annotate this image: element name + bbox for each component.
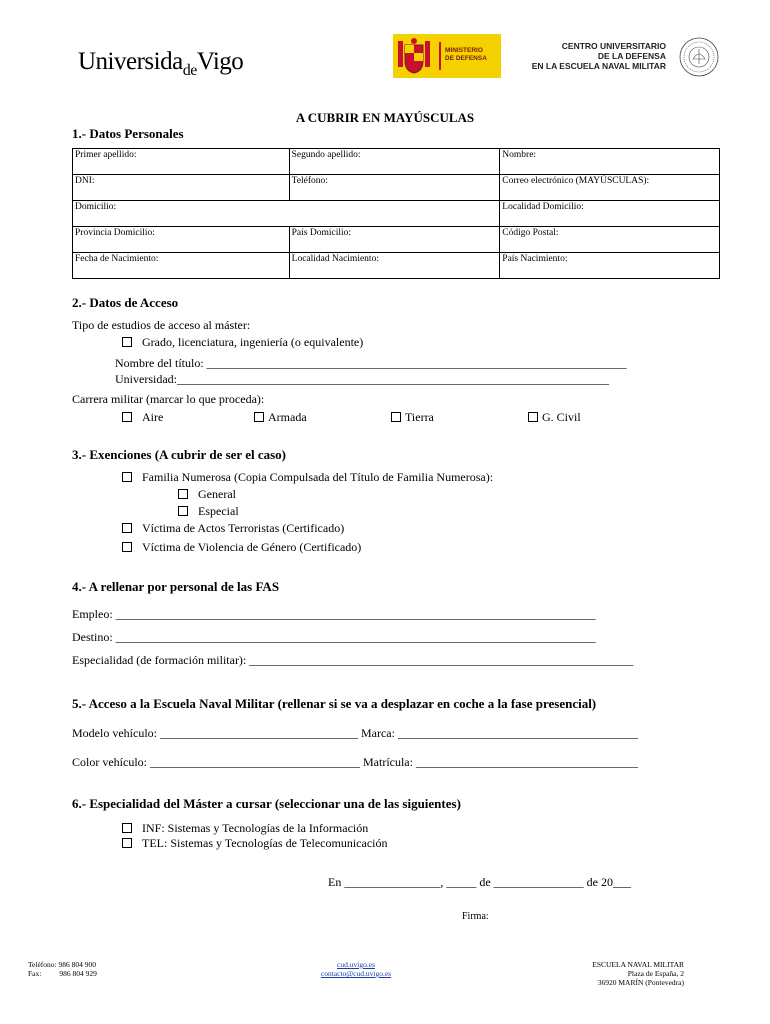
option-tel[interactable] (122, 836, 387, 851)
footer-address (592, 960, 684, 987)
checkbox-grado[interactable] (122, 337, 132, 347)
table-row (73, 201, 720, 227)
table-row (73, 149, 720, 175)
carrera-militar-label: Carrera militar (marcar lo que proceda): (72, 392, 265, 406)
ministerio-text (445, 47, 487, 63)
color-matricula-field[interactable]: Color vehículo: ___________________________________ Matrícula: _____________________________________ (72, 755, 638, 769)
option-grado-label: Grado, licenciatura, ingeniería (o equivalente) (142, 335, 364, 349)
option-violencia-label: Víctima de Violencia de Género (Certificado) (142, 540, 362, 554)
universidad-field[interactable]: Universidad:________________________________________________________________________ (115, 372, 609, 386)
table-row (73, 227, 720, 253)
option-aire-label: Aire (142, 410, 164, 424)
checkbox-inf[interactable] (122, 823, 132, 833)
checkbox-gcivil[interactable] (528, 412, 538, 422)
field-codigo-postal[interactable]: Código Postal: (500, 227, 720, 253)
section4-heading: 4.- A rellenar por personal de las FAS (72, 579, 280, 594)
logo-text-right: Vigo (196, 48, 244, 75)
option-terrorismo-label: Víctima de Actos Terroristas (Certificado) (142, 521, 345, 535)
ministerio-line1: MINISTERIO (445, 47, 483, 54)
checkbox-tierra[interactable] (391, 412, 401, 422)
uvigo-logo (78, 48, 244, 79)
page-title: A CUBRIR EN MAYÚSCULAS (295, 110, 475, 125)
personal-data-table (72, 148, 720, 279)
field-nombre[interactable]: Nombre: (500, 149, 720, 175)
option-inf[interactable] (122, 821, 368, 836)
checkbox-tel[interactable] (122, 838, 132, 848)
footer-email-link[interactable]: contacto@cud.uvigo.es (320, 969, 392, 978)
footer-web-link[interactable]: cud.uvigo.es (337, 960, 375, 969)
coat-of-arms-icon (397, 37, 431, 75)
option-gcivil[interactable] (528, 410, 581, 425)
option-grado[interactable] (122, 335, 363, 350)
field-provincia[interactable]: Provincia Domicilio: (73, 227, 290, 253)
footer-fax: 986 804 929 (59, 969, 97, 978)
nombre-titulo-field[interactable]: Nombre del título: ______________________________________________________________________ (115, 356, 627, 370)
section6-heading: 6.- Especialidad del Máster a cursar (seleccionar una de las siguientes) (72, 796, 461, 811)
checkbox-armada[interactable] (254, 412, 264, 422)
checkbox-aire[interactable] (122, 412, 132, 422)
field-telefono[interactable]: Teléfono: (289, 175, 500, 201)
field-segundo-apellido[interactable]: Segundo apellido: (289, 149, 500, 175)
checkbox-especial[interactable] (178, 506, 188, 516)
section3-heading: 3.- Exenciones (A cubrir de ser el caso) (72, 447, 286, 462)
option-armada-label: Armada (268, 410, 307, 424)
field-correo[interactable]: Correo electrónico (MAYÚSCULAS): (500, 175, 720, 201)
option-general[interactable] (178, 487, 236, 502)
modelo-marca-field[interactable]: Modelo vehículo: _________________________________ Marca: ________________________________________ (72, 726, 638, 740)
option-terrorismo[interactable] (122, 521, 344, 536)
option-aire[interactable] (122, 410, 163, 425)
ministerio-defensa-logo (393, 34, 501, 78)
option-tierra[interactable] (391, 410, 434, 425)
cud-line1: CENTRO UNIVERSITARIO (561, 41, 666, 51)
firma-label: Firma: (462, 911, 489, 922)
footer-address-line2: Plaza de España, 2 (627, 969, 684, 978)
option-especial[interactable] (178, 504, 239, 519)
footer-fax-label: Fax: (28, 969, 42, 978)
option-violencia-genero[interactable] (122, 540, 361, 555)
footer-address-line3: 36920 MARÍN (Pontevedra) (597, 978, 684, 987)
ministerio-line2: DE DEFENSA (445, 55, 487, 62)
option-especial-label: Especial (198, 504, 239, 518)
field-primer-apellido[interactable]: Primer apellido: (73, 149, 290, 175)
field-pais-domicilio[interactable]: País Domicilio: (289, 227, 500, 253)
footer-telefono: Teléfono: 986 804 900 (28, 960, 97, 969)
option-inf-label: INF: Sistemas y Tecnologías de la Información (142, 821, 369, 835)
section1-heading: 1.- Datos Personales (72, 126, 184, 141)
option-familia-label: Familia Numerosa (Copia Compulsada del Título de Familia Numerosa): (142, 470, 494, 484)
field-pais-nacimiento[interactable]: País Nacimiento: (500, 253, 720, 279)
ministerio-divider (439, 42, 441, 70)
checkbox-violencia-genero[interactable] (122, 542, 132, 552)
logo-text-left: Universida (78, 48, 183, 75)
empleo-field[interactable]: Empleo: ________________________________________________________________________________ (72, 607, 596, 621)
tipo-estudios-label: Tipo de estudios de acceso al máster: (72, 318, 251, 332)
table-row (73, 175, 720, 201)
section5-heading: 5.- Acceso a la Escuela Naval Militar (rellenar si se va a desplazar en coche a la fase presencial) (72, 696, 597, 711)
field-fecha-nacimiento[interactable]: Fecha de Nacimiento: (73, 253, 290, 279)
checkbox-general[interactable] (178, 489, 188, 499)
checkbox-terrorismo[interactable] (122, 523, 132, 533)
section2-heading: 2.- Datos de Acceso (72, 295, 179, 310)
field-localidad-domicilio[interactable]: Localidad Domicilio: (500, 201, 720, 227)
option-armada[interactable] (254, 410, 307, 425)
cud-line2: DE LA DEFENSA (597, 51, 666, 61)
option-tierra-label: Tierra (405, 410, 434, 424)
logo-text-de: de (182, 62, 197, 79)
field-domicilio[interactable]: Domicilio: (73, 201, 500, 227)
option-gcivil-label: G. Civil (542, 410, 581, 424)
field-localidad-nacimiento[interactable]: Localidad Nacimiento: (289, 253, 500, 279)
cud-header-text (532, 41, 666, 71)
option-tel-label: TEL: Sistemas y Tecnologías de Telecomunicación (142, 836, 388, 850)
table-row (73, 253, 720, 279)
date-place-field[interactable]: En ________________, _____ de _______________ de 20___ (328, 875, 631, 889)
option-familia-numerosa[interactable] (122, 470, 493, 485)
option-general-label: General (198, 487, 236, 501)
seal-icon (679, 37, 719, 77)
cud-line3: EN LA ESCUELA NAVAL MILITAR (531, 61, 666, 71)
destino-field[interactable]: Destino: ________________________________________________________________________________ (72, 630, 596, 644)
especialidad-militar-field[interactable]: Especialidad (de formación militar): ________________________________________________________________ (72, 653, 634, 667)
field-dni[interactable]: DNI: (73, 175, 290, 201)
footer-address-line1: ESCUELA NAVAL MILITAR (592, 960, 684, 969)
checkbox-familia-numerosa[interactable] (122, 472, 132, 482)
